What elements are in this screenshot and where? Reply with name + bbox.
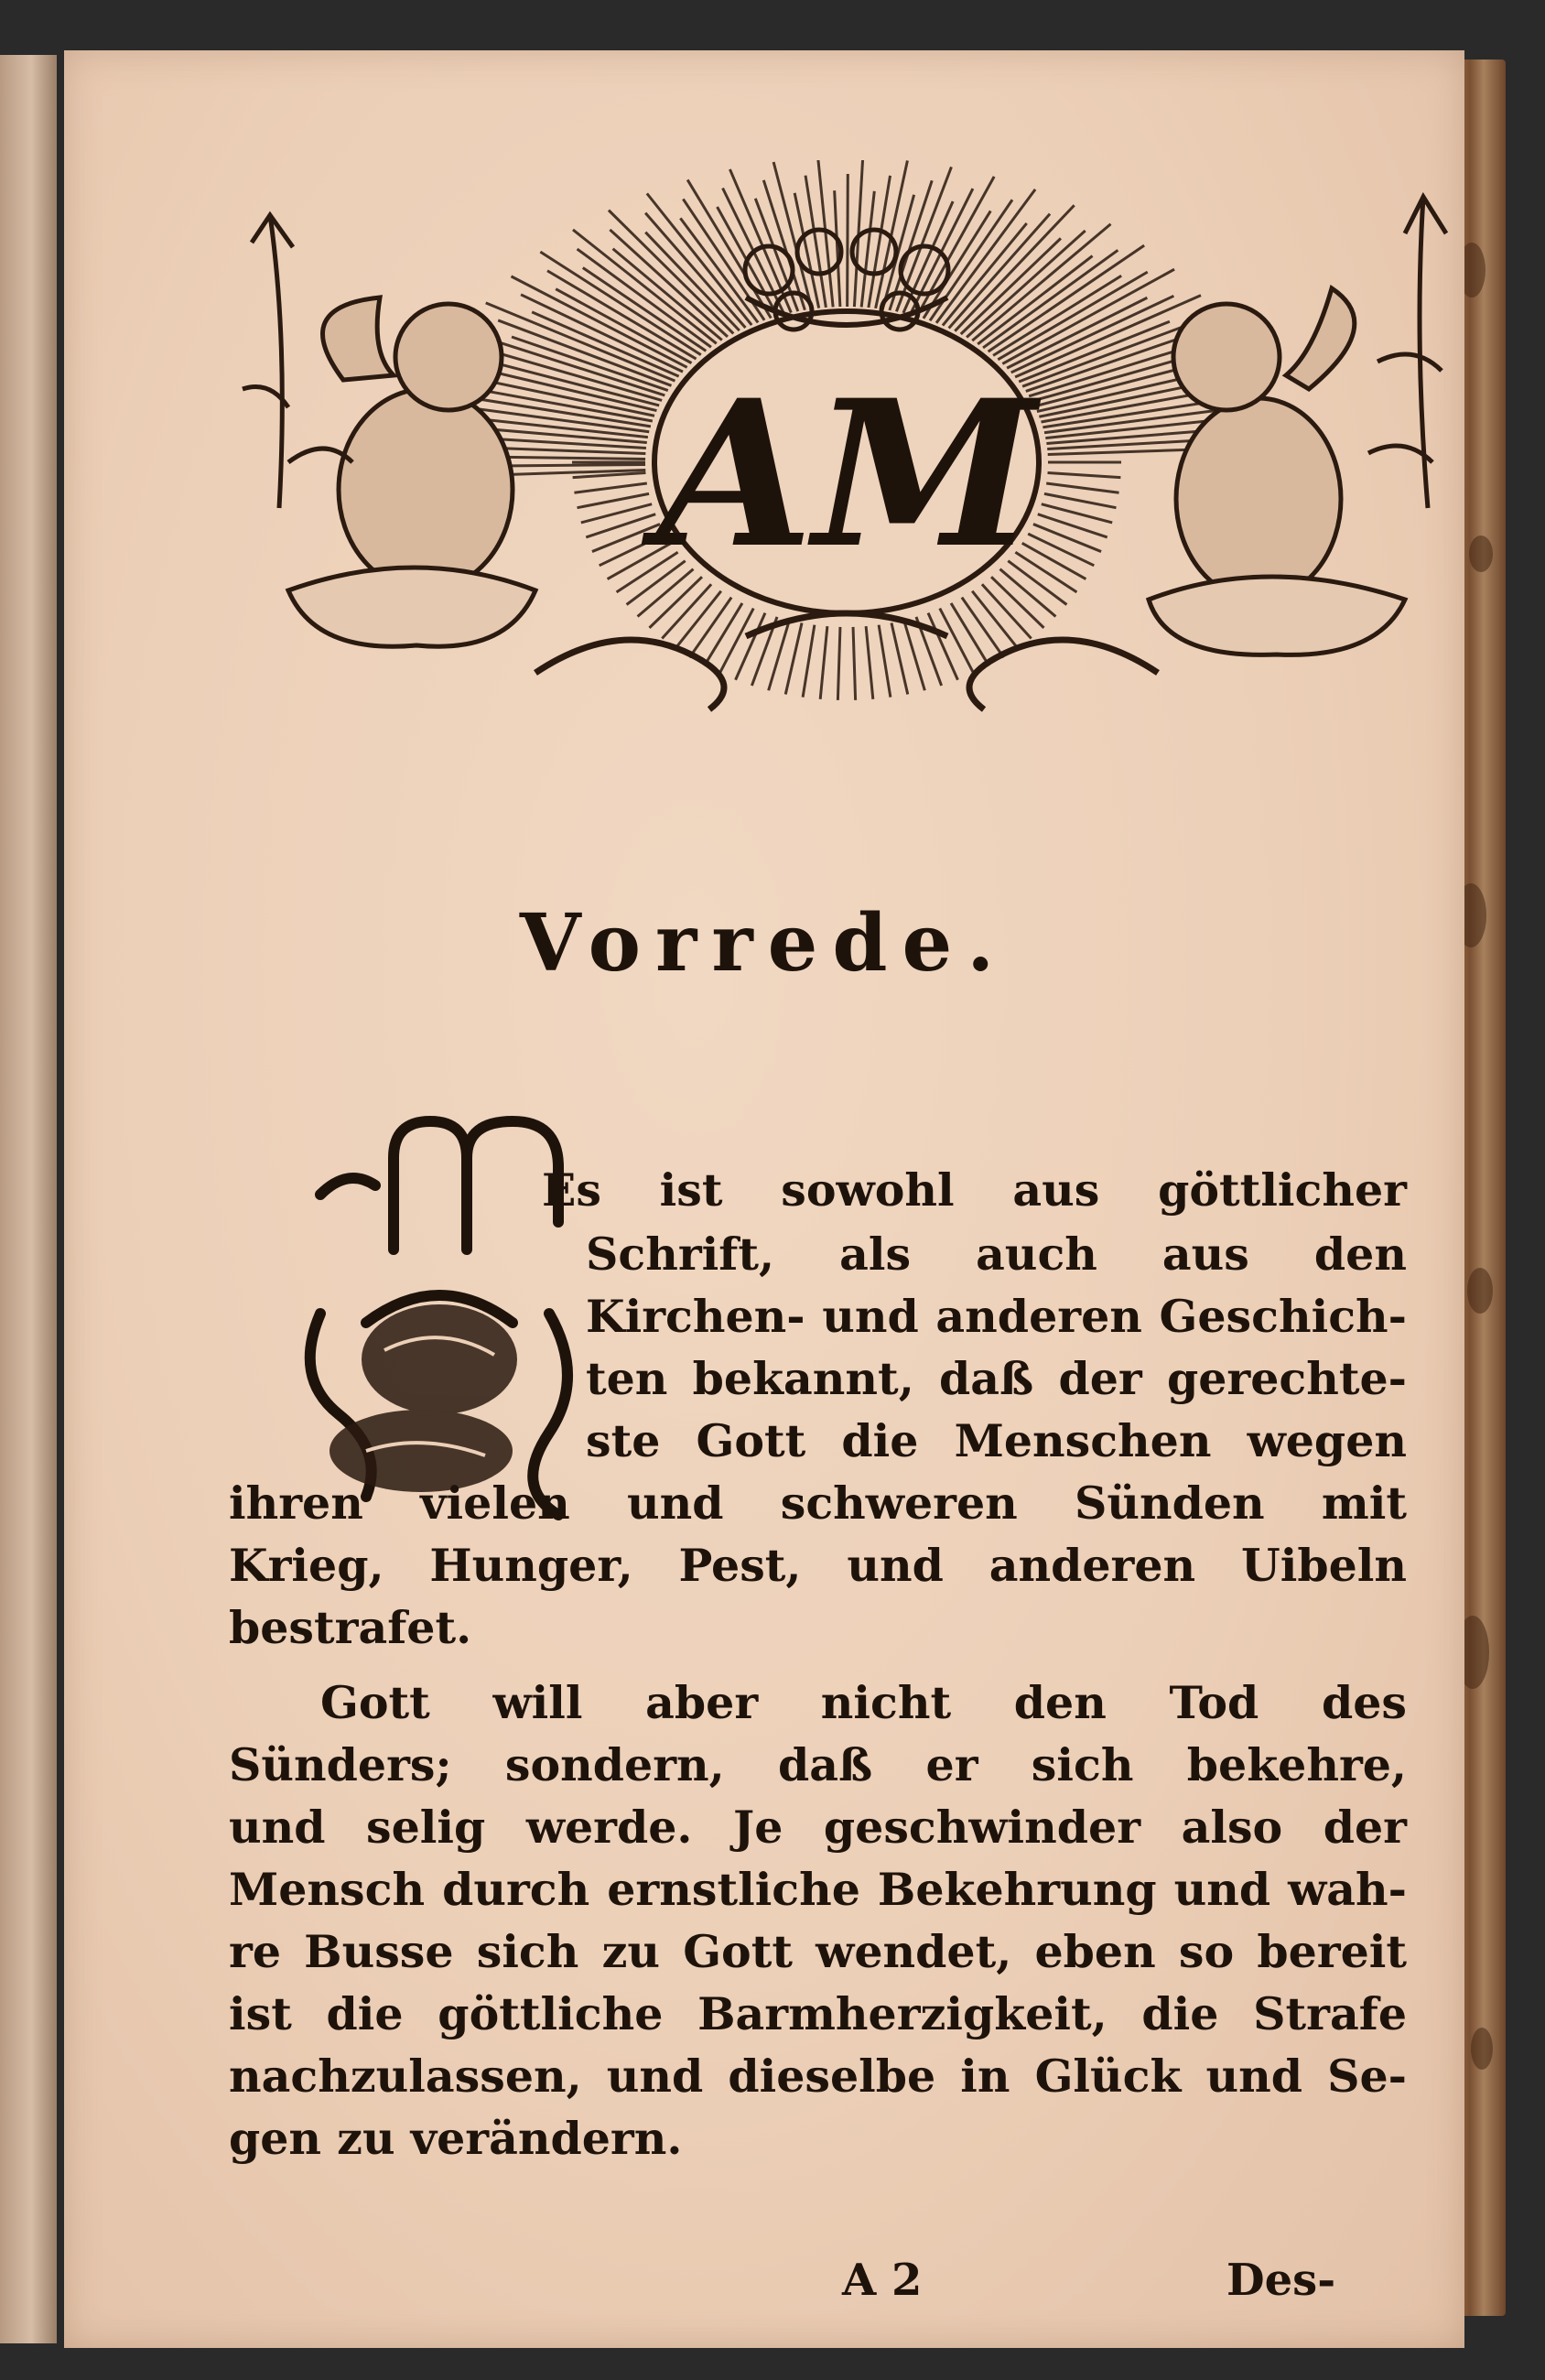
text-line: Mensch durch ernstliche Bekehrung und wah-	[229, 1863, 1407, 1916]
headpiece-ray	[719, 609, 753, 674]
headpiece-ray	[837, 627, 840, 700]
text-line: und selig werde. Je geschwinder also der	[229, 1801, 1407, 1854]
headpiece-ray	[610, 230, 728, 337]
text-line: ste Gott die Menschen wegen	[586, 1414, 1407, 1467]
headpiece-ray	[574, 483, 646, 492]
text-line: Schrift, als auch aus den	[586, 1228, 1407, 1281]
headpiece-ray	[736, 613, 765, 680]
headpiece-ray	[866, 626, 873, 699]
headpiece-ray	[891, 622, 908, 694]
headpiece-ray	[1033, 525, 1101, 552]
text-line: re Busse sich zu Gott wendet, eben so bereit	[229, 1925, 1407, 1978]
text-line: Kirchen- und anderen Geschich-	[586, 1290, 1407, 1343]
text-line: nachzulassen, und dieselbe in Glück und Se-	[229, 2050, 1407, 2103]
facing-page-edge	[0, 55, 57, 2343]
headpiece-ray	[940, 609, 974, 674]
headpiece-ray	[785, 622, 802, 694]
headpiece-ray	[573, 473, 646, 478]
text-line: bestrafet.	[229, 1601, 472, 1654]
text-line: gen zu verändern.	[229, 2112, 683, 2165]
text-line: ten bekannt, daß der gerechte-	[586, 1352, 1407, 1405]
headpiece-ray	[1046, 483, 1118, 492]
catchword: Des-	[1226, 2255, 1336, 2306]
headpiece-ray	[998, 272, 1147, 360]
headpiece-ray	[592, 525, 660, 552]
signature-mark: A 2	[842, 2255, 923, 2306]
text-line: Gott will aber nicht den Tod des	[320, 1676, 1407, 1729]
headpiece-ray	[853, 627, 856, 700]
headpiece-ray	[928, 613, 957, 680]
text-line: Krieg, Hunger, Pest, und anderen Uibeln	[229, 1539, 1407, 1592]
headpiece-ray	[879, 625, 891, 698]
headpiece-ornament	[233, 160, 1460, 728]
text-line: Es ist sowohl aus göttlicher	[542, 1163, 1407, 1217]
text-line: ihren vielen und schweren Sünden mit	[229, 1477, 1407, 1530]
page-title: Vorrede.	[519, 897, 1010, 990]
headpiece-ray	[578, 493, 650, 507]
headpiece-ray	[951, 603, 989, 665]
headpiece-ray	[1028, 534, 1094, 566]
headpiece-ray	[600, 534, 665, 566]
headpiece-ray	[967, 231, 1086, 337]
headpiece-ray	[803, 625, 815, 698]
headpiece-ray	[547, 271, 697, 359]
headpiece-ray	[1048, 473, 1121, 478]
headpiece-ray	[704, 603, 741, 665]
headpiece-ray	[1044, 493, 1117, 507]
headpiece-ray	[482, 390, 653, 421]
text-line: ist die göttliche Barmherzigkeit, die Strafe	[229, 1987, 1407, 2040]
book-page	[64, 50, 1464, 2348]
text-line: Sünders; sondern, daß er sich bekehre,	[229, 1738, 1407, 1791]
headpiece-ray	[820, 626, 827, 699]
monogram-text: AM	[656, 355, 1037, 592]
